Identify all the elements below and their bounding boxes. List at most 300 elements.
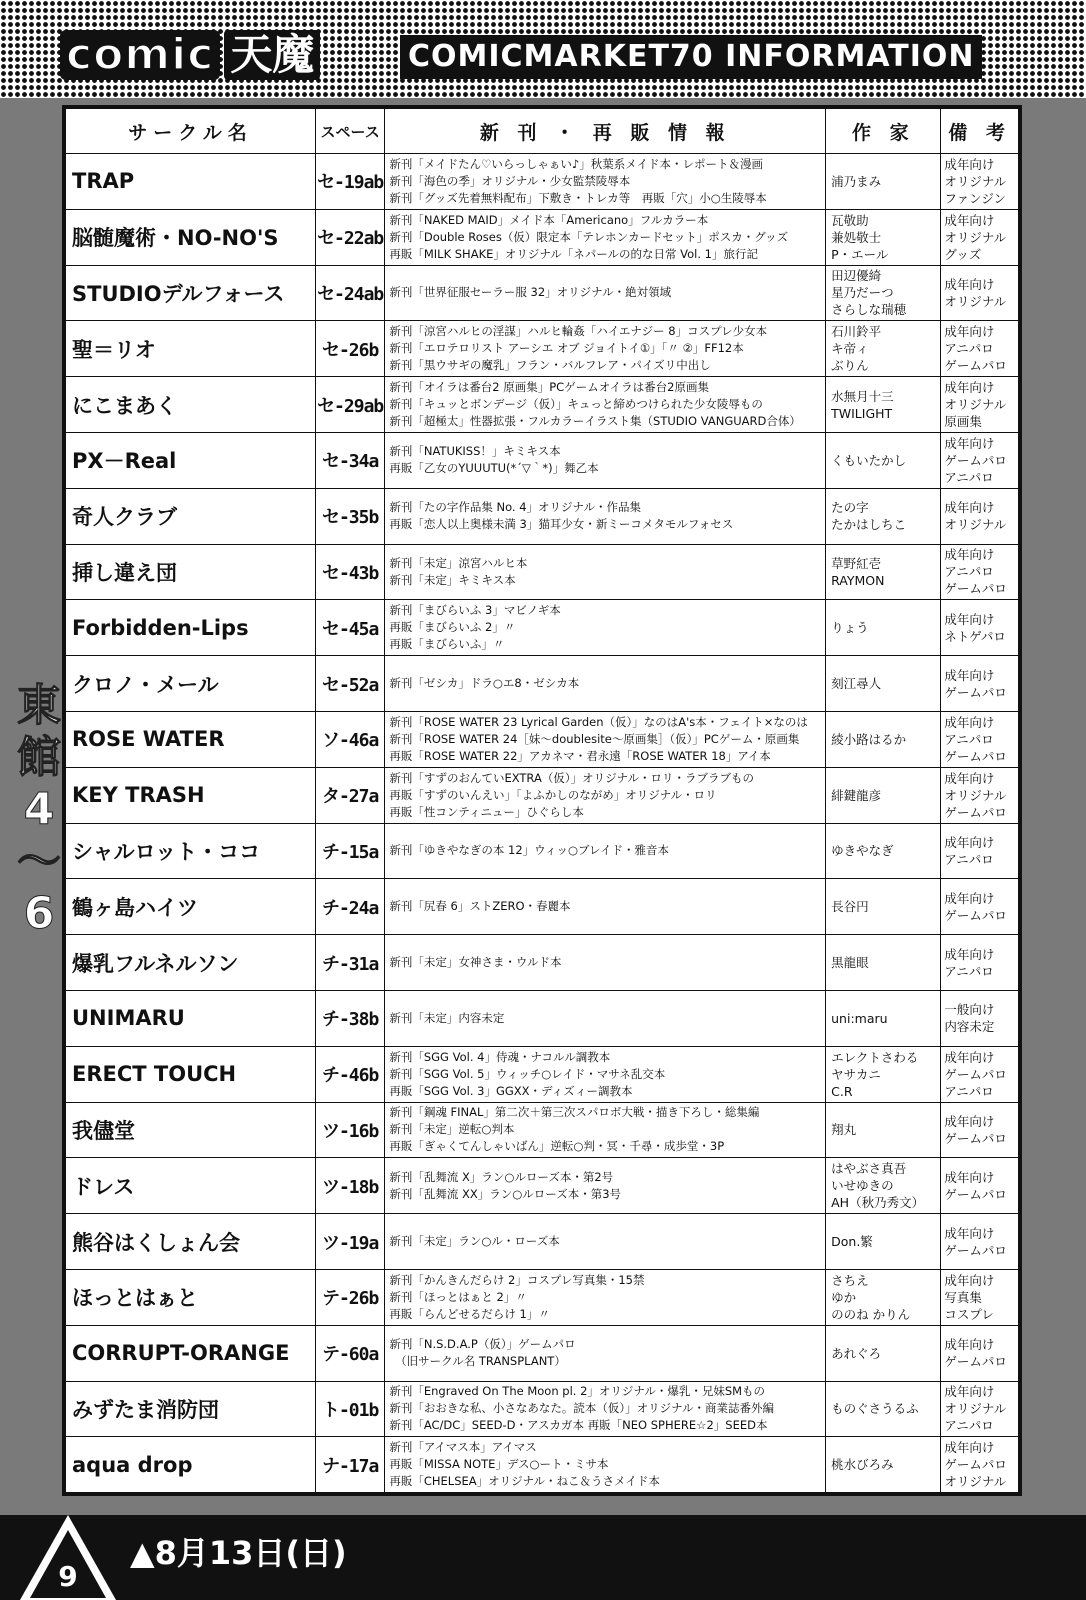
logo-jp-text: 天魔 — [224, 30, 320, 80]
author-name: 田辺優綺 — [831, 268, 882, 284]
release-info-line: 新刊「Double Roses（仮）限定本「テレホンカードセット」ポスカ・グッズ — [389, 229, 789, 244]
notes — [941, 1158, 1019, 1214]
author-name: 刻江尋人 — [831, 676, 882, 692]
note-item: ゲームパロ — [944, 804, 1007, 820]
header-info-title: COMICMARKET70 INFORMATION — [400, 35, 982, 79]
note-item: ゲームパロ — [944, 452, 1007, 468]
note-item: アニパロ — [944, 963, 994, 979]
release-info — [385, 1325, 826, 1381]
release-info-line: 新刊「たの字作品集 No. 4」オリジナル・作品集 — [389, 500, 641, 515]
release-info-line: 新刊「世界征服セーラー服 32」オリジナル・絶対領域 — [389, 285, 672, 300]
release-info — [385, 1214, 826, 1270]
author-name: はやぶさ真吾 — [831, 1161, 907, 1177]
note-item: 写真集 — [944, 1289, 982, 1305]
release-info-line: 再販「MISSA NOTE」デス○ート・ミサ本 — [389, 1457, 609, 1472]
space-code: タ-27a — [315, 767, 384, 823]
table-row — [66, 600, 1019, 656]
space-code: ト-01b — [315, 1381, 384, 1437]
author-names — [826, 321, 941, 377]
release-info-line: 新刊「NAKED MAID」メイド本「Americano」フルカラー本 — [389, 212, 709, 227]
author-name: ののね かりん — [831, 1306, 911, 1322]
notes — [941, 990, 1019, 1046]
note-item: オリジナル — [944, 397, 1007, 413]
note-item: オリジナル — [944, 517, 1007, 533]
space-code: セ-22ab — [315, 209, 384, 265]
release-info — [385, 935, 826, 991]
space-code: ツ-19a — [315, 1214, 384, 1270]
note-item: 成年向け — [944, 1384, 995, 1400]
author-names — [826, 823, 941, 879]
release-info — [385, 1102, 826, 1158]
author-name: キ帝ィ — [831, 341, 869, 357]
release-info-line: 新刊「鋼魂 FINAL」第二次＋第三次スパロボ大戦・描き下ろし・総集編 — [389, 1105, 760, 1120]
space-code: ツ-18b — [315, 1158, 384, 1214]
space-code: セ-26b — [315, 321, 384, 377]
release-info-line: 新刊「ほっとはぁと 2」〃 — [389, 1289, 527, 1304]
author-names — [826, 544, 941, 600]
notes — [941, 1437, 1019, 1493]
notes — [941, 321, 1019, 377]
author-name: 瓦敬助 — [831, 212, 869, 228]
column-header-space: スペース — [315, 109, 384, 154]
author-name: ものぐさうるふ — [831, 1401, 919, 1417]
release-info-line: 新刊「ゼシカ」ドラ○エ8・ゼシカ本 — [389, 676, 580, 691]
circle-name: 熊谷はくしょん会 — [66, 1214, 316, 1270]
circle-name: UNIMARU — [66, 990, 316, 1046]
table-row — [66, 1437, 1019, 1493]
author-name: 翔丸 — [831, 1122, 857, 1138]
author-name: いせゆきの — [831, 1178, 894, 1194]
circle-name: Forbidden-Lips — [66, 600, 316, 656]
release-info-line: 新刊「キュッとボンデージ（仮）」キュっと締めつけられた少女陵辱もの — [389, 397, 763, 412]
circle-name: にこまあく — [66, 377, 316, 433]
logo-comic-text: comic — [60, 30, 220, 80]
author-name: P・エール — [831, 246, 889, 262]
author-name: 兼処敬士 — [831, 229, 882, 245]
notes — [941, 544, 1019, 600]
notes — [941, 1381, 1019, 1437]
circle-name: 聖＝リオ — [66, 321, 316, 377]
author-names — [826, 154, 941, 210]
release-info-line: 新刊「ゆきやなぎの本 12」ウィッ○ブレイド・雅音本 — [389, 843, 669, 858]
note-item: 成年向け — [944, 500, 995, 516]
release-info-line: 再販「すずのいんえい」「よふかしのながめ」オリジナル・ロリ — [389, 787, 717, 802]
space-code: セ-19ab — [315, 154, 384, 210]
author-names — [826, 767, 941, 823]
hall-label-char: 〜 — [17, 836, 61, 887]
note-item: 内容未定 — [944, 1019, 995, 1035]
release-info-line: 新刊「SGG Vol. 5」ウィッチ○レイド・マサネ乱交本 — [389, 1066, 666, 1081]
release-info — [385, 823, 826, 879]
table-row — [66, 711, 1019, 767]
author-names — [826, 600, 941, 656]
release-info — [385, 990, 826, 1046]
table-row — [66, 544, 1019, 600]
author-names — [826, 377, 941, 433]
author-name: 星乃だーつ — [831, 285, 894, 301]
release-info-line: 再販「MILK SHAKE」オリジナル「ネパールの的な日常 Vol. 1」旅行記 — [389, 246, 758, 261]
circle-name: 奇人クラブ — [66, 488, 316, 544]
note-item: ゲームパロ — [944, 1242, 1007, 1258]
release-info-line: 再販「ROSE WATER 22」アカネマ・君永遠「ROSE WATER 18」アイ本 — [389, 748, 771, 763]
note-item: 一般向け — [944, 1002, 995, 1018]
space-code: セ-35b — [315, 488, 384, 544]
table-row — [66, 1102, 1019, 1158]
note-item: アニパロ — [944, 341, 994, 357]
note-item: 成年向け — [944, 611, 995, 627]
circle-name: aqua drop — [66, 1437, 316, 1493]
author-name: C.R — [831, 1083, 853, 1099]
author-names — [826, 1214, 941, 1270]
table-row — [66, 1158, 1019, 1214]
hall-side-label — [16, 680, 62, 940]
table-row — [66, 321, 1019, 377]
note-item: 成年向け — [944, 770, 995, 786]
release-info-line: 新刊「SGG Vol. 4」侍魂・ナコルル調教本 — [389, 1049, 611, 1064]
release-info — [385, 1437, 826, 1493]
author-names — [826, 1381, 941, 1437]
notes — [941, 935, 1019, 991]
table-row — [66, 1269, 1019, 1325]
notes — [941, 879, 1019, 935]
notes — [941, 600, 1019, 656]
release-info-line: 新刊「すずのおんていEXTRA（仮）」オリジナル・ロリ・ラブラブもの — [389, 770, 754, 785]
notes — [941, 1102, 1019, 1158]
note-item: 成年向け — [944, 1113, 995, 1129]
author-name: 桃水びろみ — [831, 1457, 894, 1473]
author-names — [826, 1102, 941, 1158]
release-info-line: 再販「らんどせるだらけ 1」〃 — [389, 1306, 550, 1321]
author-name: 緋鍵龍彦 — [831, 787, 882, 803]
release-info-line: 新刊「超極太」性器拡張・フルカラーイラスト集（STUDIO VANGUARD合体） — [389, 414, 801, 429]
release-info-line: 新刊「オイラは番台2 原画集」PCゲームオイラは番台2原画集 — [389, 380, 709, 395]
author-name: uni:maru — [831, 1010, 888, 1026]
release-info — [385, 377, 826, 433]
circle-name: 挿し違え団 — [66, 544, 316, 600]
note-item: 成年向け — [944, 1169, 995, 1185]
author-name: TWILIGHT — [831, 405, 893, 421]
table-body — [66, 154, 1019, 1493]
author-names — [826, 265, 941, 321]
note-item: 成年向け — [944, 714, 995, 730]
author-names — [826, 1158, 941, 1214]
circle-name: クロノ・メール — [66, 656, 316, 712]
circle-name: 鶴ヶ島ハイツ — [66, 879, 316, 935]
release-info-line: 再販「性コンティニュー」ひぐらし本 — [389, 804, 584, 819]
release-info-line: 新刊「涼宮ハルヒの淫謀」ハルヒ輪姦「ハイエナジー 8」コスプレ少女本 — [389, 324, 768, 339]
space-code: チ-24a — [315, 879, 384, 935]
space-code: ナ-17a — [315, 1437, 384, 1493]
release-info — [385, 432, 826, 488]
release-info-line: 新刊「未定」女神さま・ウルド本 — [389, 955, 562, 970]
release-info — [385, 711, 826, 767]
table-row — [66, 656, 1019, 712]
circle-name: TRAP — [66, 154, 316, 210]
note-item: 成年向け — [944, 547, 995, 563]
notes — [941, 1214, 1019, 1270]
release-info-line: 再販「乙女のYUUUTU(*´▽｀*)」舞乙本 — [389, 461, 599, 476]
release-info — [385, 1381, 826, 1437]
notes — [941, 154, 1019, 210]
table-row — [66, 1381, 1019, 1437]
note-item: 成年向け — [944, 1337, 995, 1353]
release-info-line: 新刊「乱舞流 XX」ラン○ルローズ本・第3号 — [389, 1186, 622, 1201]
space-code: セ-52a — [315, 656, 384, 712]
space-code: ソ-46a — [315, 711, 384, 767]
notes — [941, 1046, 1019, 1102]
table-row — [66, 879, 1019, 935]
release-info-line: 新刊「未定」ラン○ル・ローズ本 — [389, 1234, 560, 1249]
author-names — [826, 656, 941, 712]
note-item: 成年向け — [944, 1440, 995, 1456]
notes — [941, 823, 1019, 879]
author-name: たの字 — [831, 500, 869, 516]
note-item: オリジナル — [944, 1474, 1007, 1490]
table-row — [66, 154, 1019, 210]
release-info — [385, 544, 826, 600]
notes — [941, 1325, 1019, 1381]
table-row — [66, 209, 1019, 265]
notes — [941, 1269, 1019, 1325]
note-item: 成年向け — [944, 946, 995, 962]
space-code: チ-31a — [315, 935, 384, 991]
author-name: あれぐろ — [831, 1345, 882, 1361]
author-name: 草野紅壱 — [831, 555, 882, 571]
release-info-line: 新刊「エロテロリスト アーシエ オブ ジョイトイ①」「〃 ②」FF12本 — [389, 341, 744, 356]
space-code: セ-43b — [315, 544, 384, 600]
note-item: ゲームパロ — [944, 1457, 1007, 1473]
release-info — [385, 488, 826, 544]
space-code: セ-34a — [315, 432, 384, 488]
circle-name: STUDIOデルフォース — [66, 265, 316, 321]
release-info-line: 新刊「かんきんだらけ 2」コスプレ写真集・15禁 — [389, 1272, 645, 1287]
author-name: さちえ — [831, 1272, 869, 1288]
release-info-line: 新刊「AC/DC」SEED-D・アスカガ本 再販「NEO SPHERE☆2」SEED本 — [389, 1418, 768, 1433]
notes — [941, 767, 1019, 823]
author-name: RAYMON — [831, 572, 885, 588]
page-number: 9 — [58, 1560, 78, 1593]
table-row — [66, 1325, 1019, 1381]
table-row — [66, 488, 1019, 544]
release-info-line: 再販「まびらいふ」〃 — [389, 637, 505, 652]
note-item: 成年向け — [944, 212, 995, 228]
author-name: 黒龍眼 — [831, 955, 869, 971]
note-item: オリジナル — [944, 1401, 1007, 1417]
table-row — [66, 1046, 1019, 1102]
note-item: 成年向け — [944, 435, 995, 451]
space-code: セ-24ab — [315, 265, 384, 321]
release-info-line: 再販「まびらいふ 2」〃 — [389, 620, 516, 635]
table-row — [66, 265, 1019, 321]
author-names — [826, 990, 941, 1046]
note-item: 成年向け — [944, 1272, 995, 1288]
circle-name: みずたま消防団 — [66, 1381, 316, 1437]
circle-name: ERECT TOUCH — [66, 1046, 316, 1102]
note-item: ゲームパロ — [944, 581, 1007, 597]
notes — [941, 711, 1019, 767]
hall-label-char: 6 — [23, 888, 55, 939]
note-item: ゲームパロ — [944, 684, 1007, 700]
note-item: ゲームパロ — [944, 1130, 1007, 1146]
author-name: AH（秋乃秀文） — [831, 1195, 925, 1211]
release-info — [385, 1269, 826, 1325]
notes — [941, 488, 1019, 544]
release-info — [385, 600, 826, 656]
author-name: ゆきやなぎ — [831, 843, 894, 859]
release-info — [385, 1158, 826, 1214]
author-name: りょう — [831, 620, 869, 636]
notes — [941, 377, 1019, 433]
author-names — [826, 711, 941, 767]
column-header-notes: 備 考 — [941, 109, 1019, 154]
release-info — [385, 154, 826, 210]
note-item: アニパロ — [944, 851, 994, 867]
circle-name: PX－Real — [66, 432, 316, 488]
author-names — [826, 1269, 941, 1325]
author-names — [826, 879, 941, 935]
note-item: ゲームパロ — [944, 358, 1007, 374]
author-name: さらしな瑞穂 — [831, 302, 907, 318]
note-item: ゲームパロ — [944, 748, 1007, 764]
author-names — [826, 488, 941, 544]
release-info-line: 再販「ぎゃくてんしゃいばん」逆転○判・冥・千尋・成歩堂・3P — [389, 1139, 725, 1154]
magazine-logo — [60, 30, 320, 80]
release-info-line: 新刊「海色の季」オリジナル・少女監禁陵辱本 — [389, 173, 631, 188]
table-row — [66, 1214, 1019, 1270]
hall-label-char: 館 — [17, 732, 61, 783]
note-item: 成年向け — [944, 276, 995, 292]
release-info-line: 新刊「未定」キミキス本 — [389, 572, 516, 587]
note-item: アニパロ — [944, 1083, 994, 1099]
circle-name: KEY TRASH — [66, 767, 316, 823]
release-info-line: 新刊「メイドたん♡いらっしゃぁい♪」秋葉系メイド本・レポート＆漫画 — [389, 156, 764, 171]
author-names — [826, 209, 941, 265]
release-info-line: 新刊「尻春 6」ストZERO・春麗本 — [389, 899, 571, 914]
note-item: 成年向け — [944, 380, 995, 396]
note-item: 成年向け — [944, 1049, 995, 1065]
author-name: たかはしちこ — [831, 517, 907, 533]
release-info-line: 新刊「グッズ先着無料配布」下敷き・トレカ等 再販「穴」小○生陵辱本 — [389, 190, 767, 205]
circle-name: 脳髄魔術・NO-NO'S — [66, 209, 316, 265]
circle-name: ほっとはぁと — [66, 1269, 316, 1325]
hall-label-char: 東 — [17, 680, 61, 731]
table-row — [66, 432, 1019, 488]
space-code: テ-60a — [315, 1325, 384, 1381]
circle-name: ROSE WATER — [66, 711, 316, 767]
note-item: アニパロ — [944, 1418, 994, 1434]
notes — [941, 265, 1019, 321]
event-date: ▲8月13日(日) — [130, 1534, 347, 1572]
release-info-line: 新刊「アイマス本」アイマス — [389, 1440, 537, 1455]
column-header-info: 新 刊 ・ 再 販 情 報 — [385, 109, 826, 154]
release-info — [385, 209, 826, 265]
space-code: テ-26b — [315, 1269, 384, 1325]
notes — [941, 209, 1019, 265]
author-names — [826, 432, 941, 488]
page-header — [0, 0, 1086, 98]
note-item: ゲームパロ — [944, 907, 1007, 923]
note-item: ゲームパロ — [944, 1066, 1007, 1082]
release-info — [385, 656, 826, 712]
hall-label-char: 4 — [23, 784, 55, 835]
space-code: チ-15a — [315, 823, 384, 879]
release-info-line: 新刊「まびらいふ 3」マビノギ本 — [389, 603, 561, 618]
author-name: エレクトさわる — [831, 1049, 919, 1065]
note-item: ゲームパロ — [944, 1354, 1007, 1370]
note-item: 成年向け — [944, 667, 995, 683]
space-code: チ-38b — [315, 990, 384, 1046]
note-item: コスプレ — [944, 1306, 994, 1322]
release-info — [385, 265, 826, 321]
column-header-author: 作 家 — [826, 109, 941, 154]
circle-name: 爆乳フルネルソン — [66, 935, 316, 991]
author-name: 石川鈴平 — [831, 324, 882, 340]
release-info-line: （旧サークル名 TRANSPLANT） — [389, 1354, 566, 1369]
space-code: チ-46b — [315, 1046, 384, 1102]
author-name: ゆか — [831, 1289, 857, 1305]
author-name: 水無月十三 — [831, 388, 894, 404]
author-name: 長谷円 — [831, 899, 869, 915]
table-row — [66, 377, 1019, 433]
author-names — [826, 1046, 941, 1102]
release-info-line: 新刊「NATUKISS！」キミキス本 — [389, 444, 561, 459]
circle-name: シャルロット・ココ — [66, 823, 316, 879]
note-item: 成年向け — [944, 1225, 995, 1241]
note-item: 成年向け — [944, 834, 995, 850]
author-name: くもいたかし — [831, 452, 907, 468]
circle-table — [62, 105, 1022, 1496]
release-info-line: 新刊「Engraved On The Moon pl. 2」オリジナル・爆乳・兄妹SMもの — [389, 1384, 766, 1399]
note-item: 成年向け — [944, 156, 995, 172]
release-info-line: 新刊「おおきな私、小さなあなた。読本（仮）」オリジナル・商業誌番外編 — [389, 1401, 775, 1416]
note-item: ゲームパロ — [944, 1186, 1007, 1202]
note-item: オリジナル — [944, 293, 1007, 309]
note-item: グッズ — [944, 246, 982, 262]
author-name: Don.繁 — [831, 1234, 873, 1250]
note-item: 成年向け — [944, 324, 995, 340]
circle-name: 我儘堂 — [66, 1102, 316, 1158]
release-info-line: 新刊「未定」涼宮ハルヒ本 — [389, 555, 528, 570]
author-name: 浦乃まみ — [831, 173, 882, 189]
note-item: オリジナル — [944, 787, 1007, 803]
release-info-line: 新刊「未定」内容未定 — [389, 1010, 505, 1025]
author-names — [826, 1437, 941, 1493]
column-header-circle: サークル名 — [66, 109, 316, 154]
release-info-line: 再販「CHELSEA」オリジナル・ねこ＆うさメイド本 — [389, 1474, 660, 1489]
note-item: ネトゲパロ — [944, 628, 1006, 644]
author-name: 綾小路はるか — [831, 731, 907, 747]
release-info — [385, 767, 826, 823]
release-info-line: 再販「恋人以上奥様未満 3」猫耳少女・新ミーコメタモルフォセス — [389, 517, 734, 532]
author-names — [826, 935, 941, 991]
table-header-row — [66, 109, 1019, 154]
note-item: ファンジン — [944, 190, 1007, 206]
note-item: アニパロ — [944, 469, 994, 485]
author-names — [826, 1325, 941, 1381]
note-item: 成年向け — [944, 890, 995, 906]
release-info-line: 新刊「ROSE WATER 24［妹〜doublesite〜原画集］（仮）」PCゲーム・原画集 — [389, 731, 800, 746]
notes — [941, 432, 1019, 488]
release-info — [385, 321, 826, 377]
release-info-line: 新刊「黒ウサギの魔乳」フラン・バルフレア・パイズリ中出し — [389, 358, 711, 373]
circle-name: CORRUPT-ORANGE — [66, 1325, 316, 1381]
space-code: セ-45a — [315, 600, 384, 656]
note-item: アニパロ — [944, 564, 994, 580]
circle-name: ドレス — [66, 1158, 316, 1214]
note-item: オリジナル — [944, 173, 1007, 189]
release-info — [385, 1046, 826, 1102]
author-name: ヤサカニ — [831, 1066, 881, 1082]
